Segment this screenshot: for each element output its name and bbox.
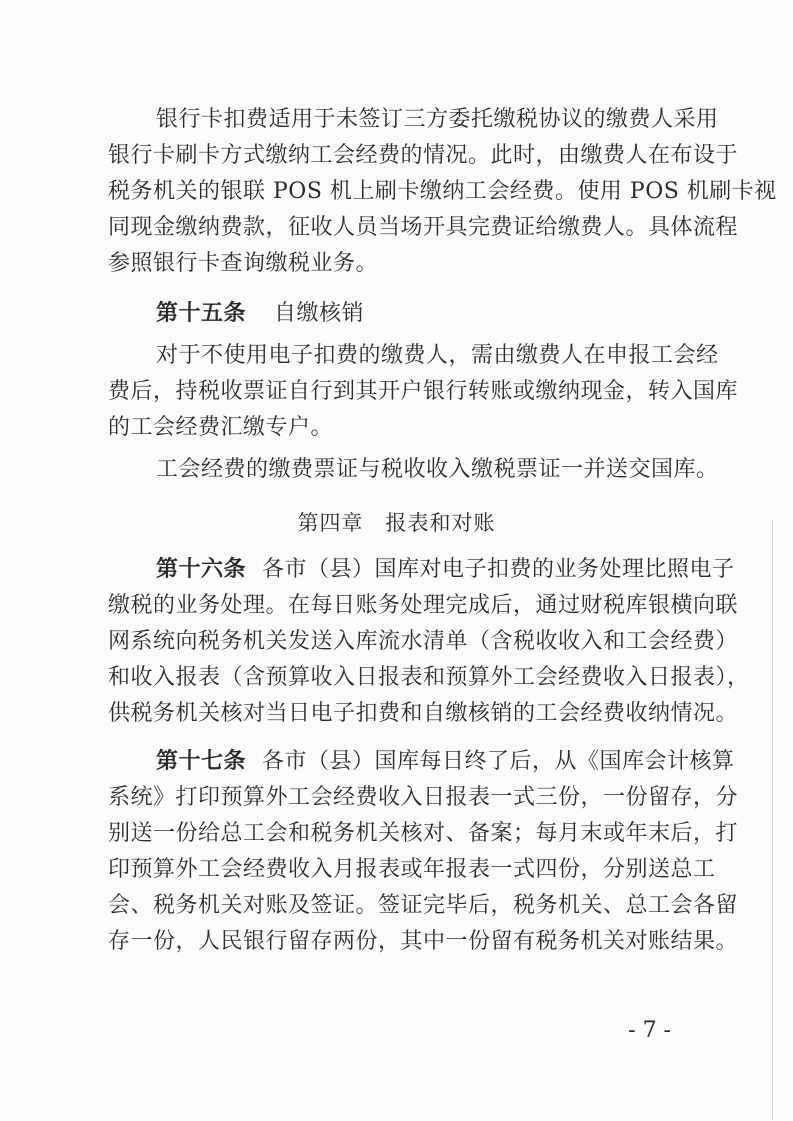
text-line: 系统》打印预算外工会经费收入日报表一式三份，一份留存，分 <box>108 785 739 810</box>
article-title: 自缴核销 <box>274 301 365 326</box>
article-first-line: 各市（县）国库对电子扣费的业务处理比照电子 <box>262 557 735 582</box>
text-line: 工会经费的缴费票证与税收收入缴税票证一并送交国库。 <box>156 457 719 482</box>
article-label: 第十五条 <box>156 301 247 326</box>
text-line: 印预算外工会经费收入月报表或年报表一式四份，分别送总工 <box>108 857 716 882</box>
text-line: 费后，持税收票证自行到其开户银行转账或缴纳现金，转入国库 <box>108 379 739 404</box>
article-first-line: 各市（县）国库每日终了后，从《国库会计核算 <box>262 749 735 774</box>
article-label: 第十七条 <box>156 749 247 774</box>
text-line: 同现金缴纳费款，征收人员当场开具完费证给缴费人。具体流程 <box>108 215 739 240</box>
text-line: 和收入报表（含预算收入日报表和预算外工会经费收入日报表）， <box>108 665 750 690</box>
text-line: 会、税务机关对账及签证。签证完毕后，税务机关、总工会各留 <box>108 893 739 918</box>
page-number: - 7 - <box>628 1018 671 1043</box>
text-line: 对于不使用电子扣费的缴费人，需由缴费人在申报工会经 <box>156 343 719 368</box>
chapter-heading: 第四章 报表和对账 <box>297 511 496 535</box>
article-15-header <box>108 296 698 332</box>
text-line: 网系统向税务机关发送入库流水清单（含税收收入和工会经费） <box>108 629 739 654</box>
scan-edge-line <box>772 520 773 1120</box>
text-line: 参照银行卡查询缴税业务。 <box>108 251 379 276</box>
text-line: 银行卡刷卡方式缴纳工会经费的情况。此时，由缴费人在布设于 <box>108 143 739 168</box>
text-line <box>108 552 735 588</box>
text-line: 别送一份给总工会和税务机关核对、备案；每月末或年末后，打 <box>108 821 739 846</box>
article-15 <box>108 296 739 488</box>
text-line <box>108 744 735 780</box>
text-line: 的工会经费汇缴专户。 <box>108 415 334 440</box>
article-16 <box>108 552 750 732</box>
text-line: 税务机关的银联 POS 机上刷卡缴纳工会经费。使用 POS 机刷卡视 <box>108 179 777 204</box>
article-17 <box>108 744 739 960</box>
paragraph-bank-card <box>108 102 777 282</box>
text-line: 缴税的业务处理。在每日账务处理完成后，通过财税库银横向联 <box>108 593 739 618</box>
text-line: 银行卡扣费适用于未签订三方委托缴税协议的缴费人采用 <box>156 107 719 132</box>
article-label: 第十六条 <box>156 557 247 582</box>
text-line: 供税务机关核对当日电子扣费和自缴核销的工会经费收纳情况。 <box>108 701 739 726</box>
text-line: 存一份，人民银行留存两份，其中一份留有税务机关对账结果。 <box>108 929 739 954</box>
